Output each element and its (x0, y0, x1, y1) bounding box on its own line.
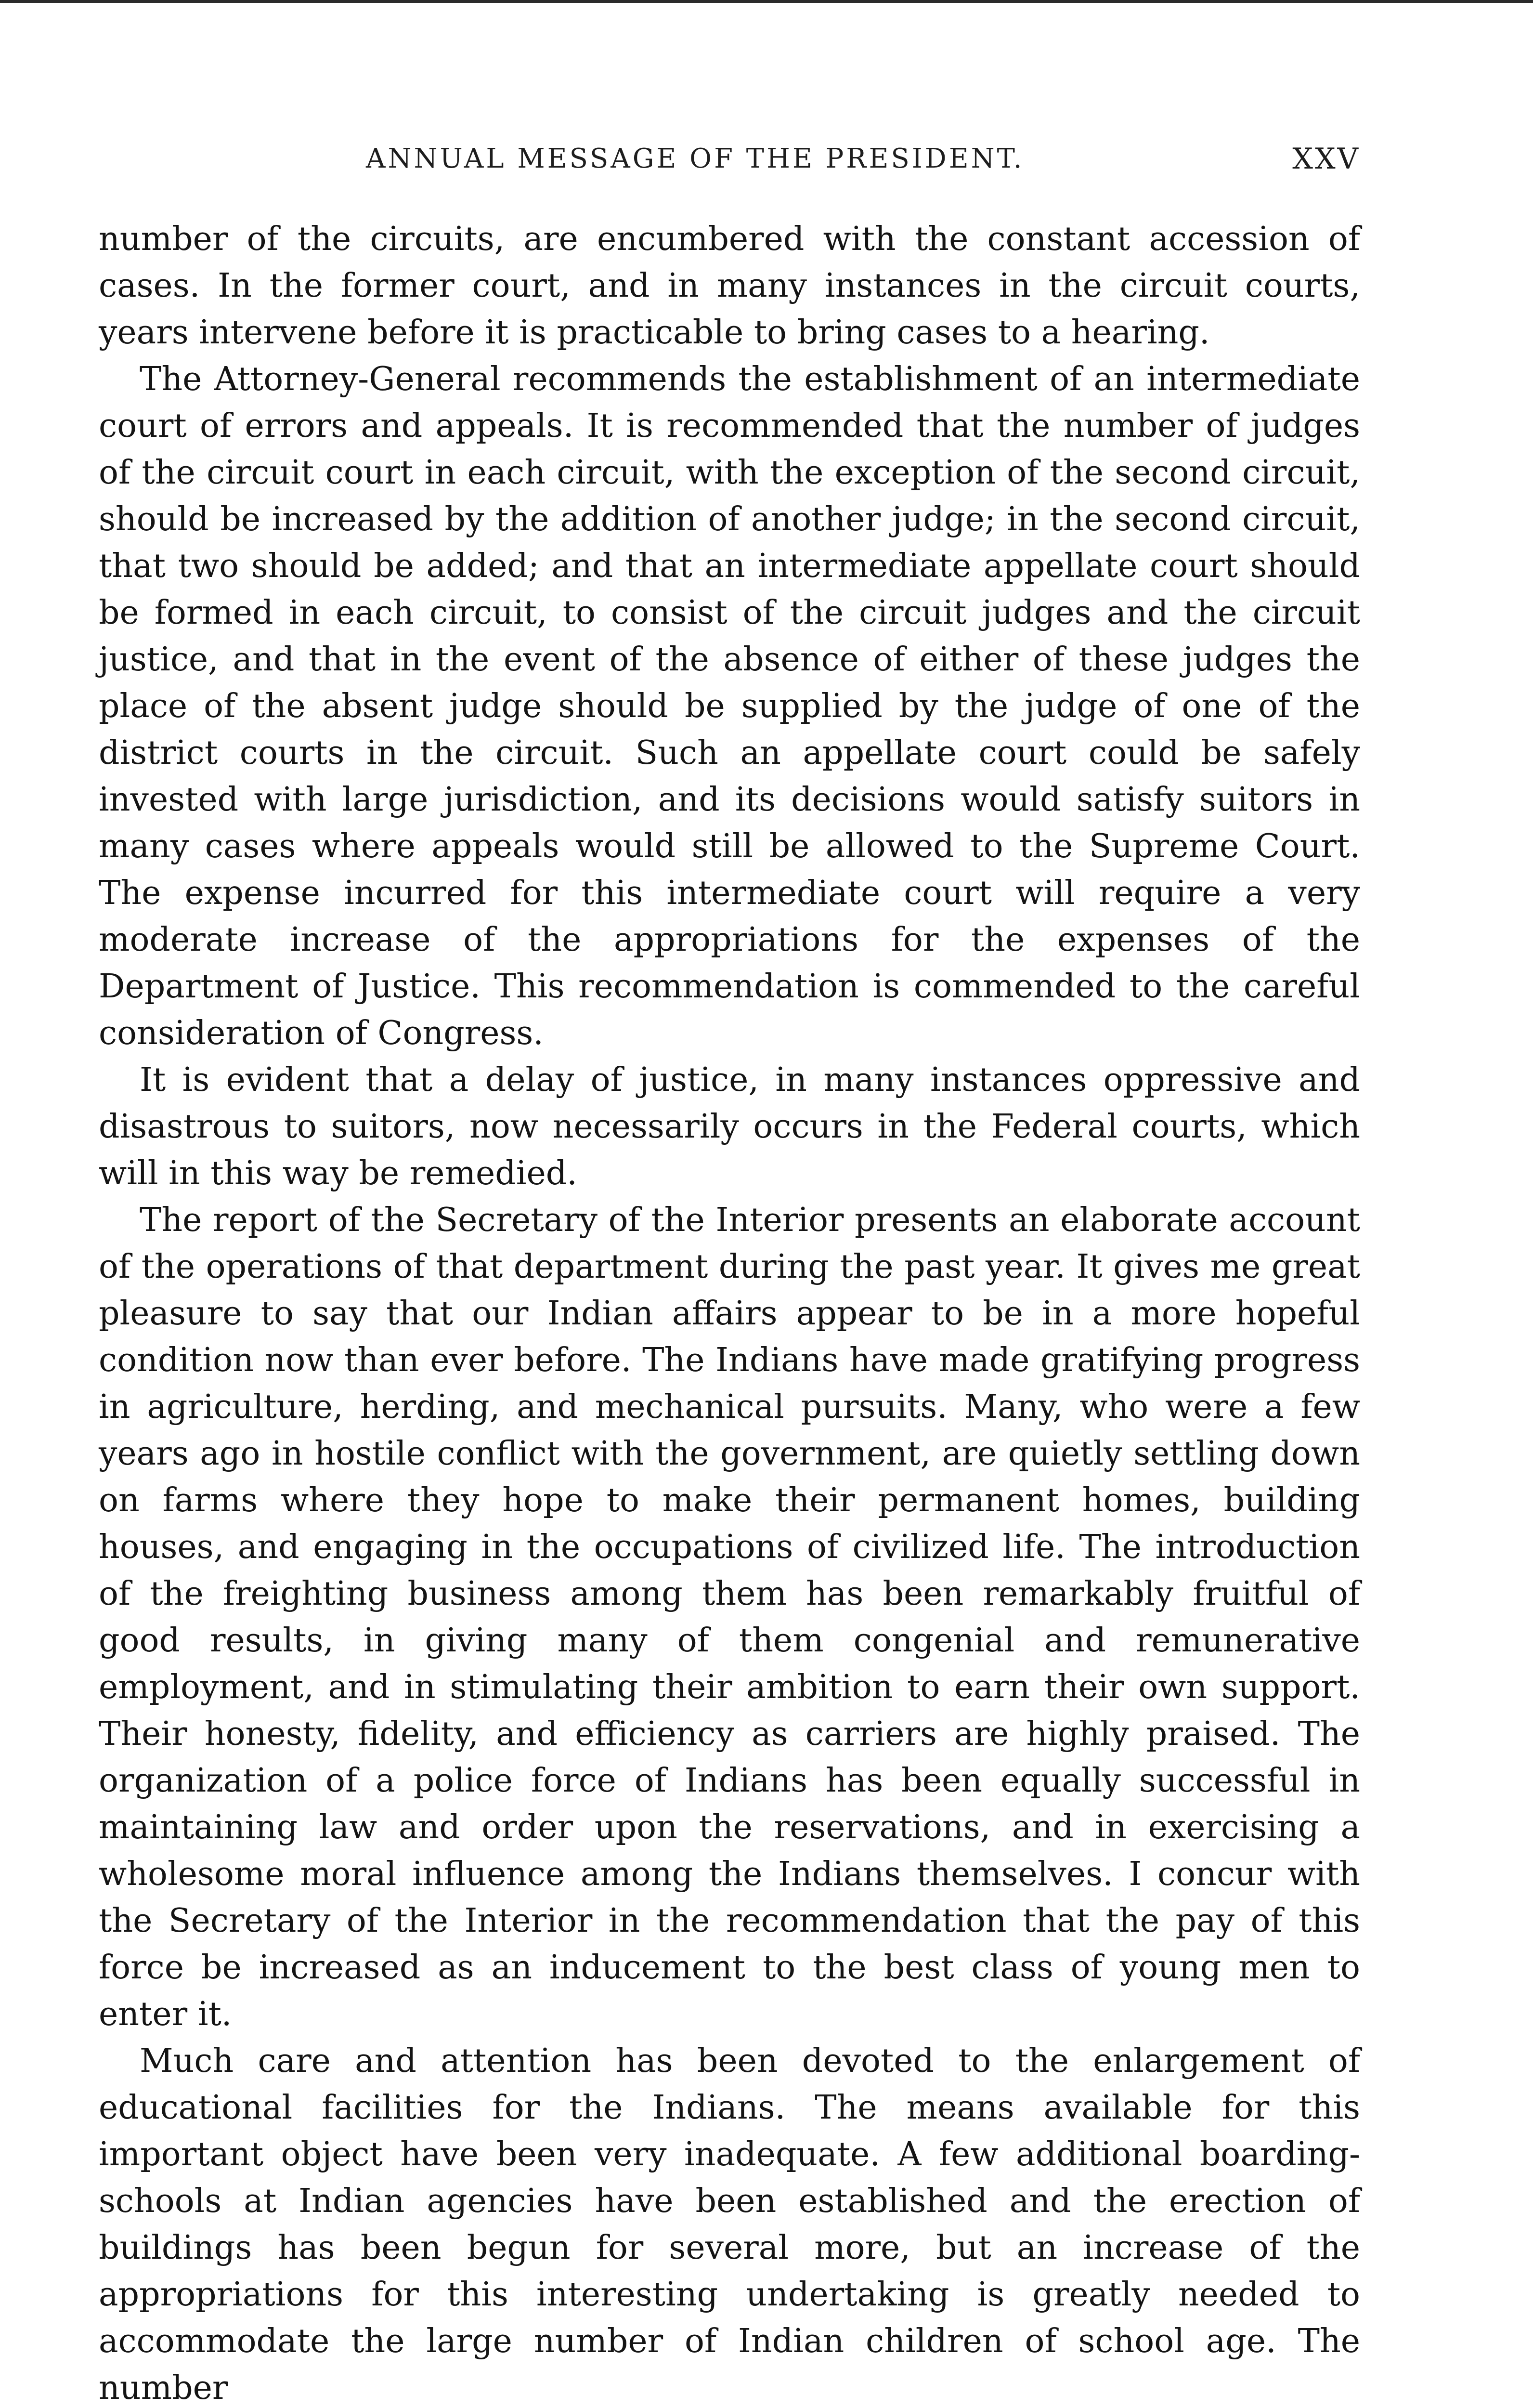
paragraph-delay-of-justice: It is evident that a delay of justice, in many instances oppressive and disastrous to suitors, now necessarily occurs in the Federal courts, which will in this way be remedied. (99, 1061, 1360, 1192)
paragraph-continuation: number of the circuits, are encumbered with the constant accession of cases. In the former court, and in many instances in the circuit courts, years intervene before it is practicable to bring cases to a hearing. (99, 220, 1360, 352)
top-rule (0, 0, 1533, 3)
running-head (99, 140, 1360, 178)
page-number: XXV (1292, 142, 1360, 176)
running-title: ANNUAL MESSAGE OF THE PRESIDENT. (366, 143, 1025, 174)
body-text (99, 216, 1360, 2408)
paragraph-attorney-general: The Attorney-General recommends the establishment of an intermediate court of errors and appeals. It is recommended that the number of judges of the circuit court in each circuit, with the exception of the second circuit, should be increased by the addition of another judge; in the second circuit, that two should be added; and that an intermediate appellate court should be formed in each circuit, to consist of the circuit judges and the circuit justice, and that in the event of the absence of either of these judges the place of the absent judge should be supplied by the judge of one of the district courts in the circuit. Such an appellate court could be safely invested with large jurisdiction, and its decisions would satisfy suitors in many cases where appeals would still be allowed to the Supreme Court. The expense incurred for this intermediate court will require a very moderate increase of the appropriations for the expenses of the Department of Justice. This recommendation is commended to the careful consideration of Congress. (99, 360, 1360, 1052)
paragraph-secretary-interior: The report of the Secretary of the Interior presents an elaborate account of the operations of that department during the past year. It gives me great pleasure to say that our Indian affairs appear to be in a more hopeful condition now than ever before. The Indians have made gratifying progress in agriculture, herding, and mechanical pursuits. Many, who were a few years ago in hostile conflict with the government, are quietly settling down on farms where they hope to make their permanent homes, building houses, and engaging in the occupations of civilized life. The introduction of the freighting business among them has been remarkably fruitful of good results, in giving many of them congenial and remunerative employment, and in stimulating their ambition to earn their own support. Their honesty, fidelity, and efficiency as carriers are highly praised. The organization of a police force of Indians has been equally successful in maintaining law and order upon the reservations, and in exercising a wholesome moral influence among the Indians themselves. I concur with the Secretary of the Interior in the recommendation that the pay of this force be increased as an inducement to the best class of young men to enter it. (99, 1201, 1360, 2033)
paragraph-indian-education: Much care and attention has been devoted to the enlargement of educational facilities for the Indians. The means available for this important object have been very inadequate. A few additional boarding-schools at Indian agencies have been established and the erection of buildings has been begun for several more, but an increase of the appropriations for this interesting undertaking is greatly needed to accommodate the large number of Indian children of school age. The number (99, 2042, 1360, 2407)
